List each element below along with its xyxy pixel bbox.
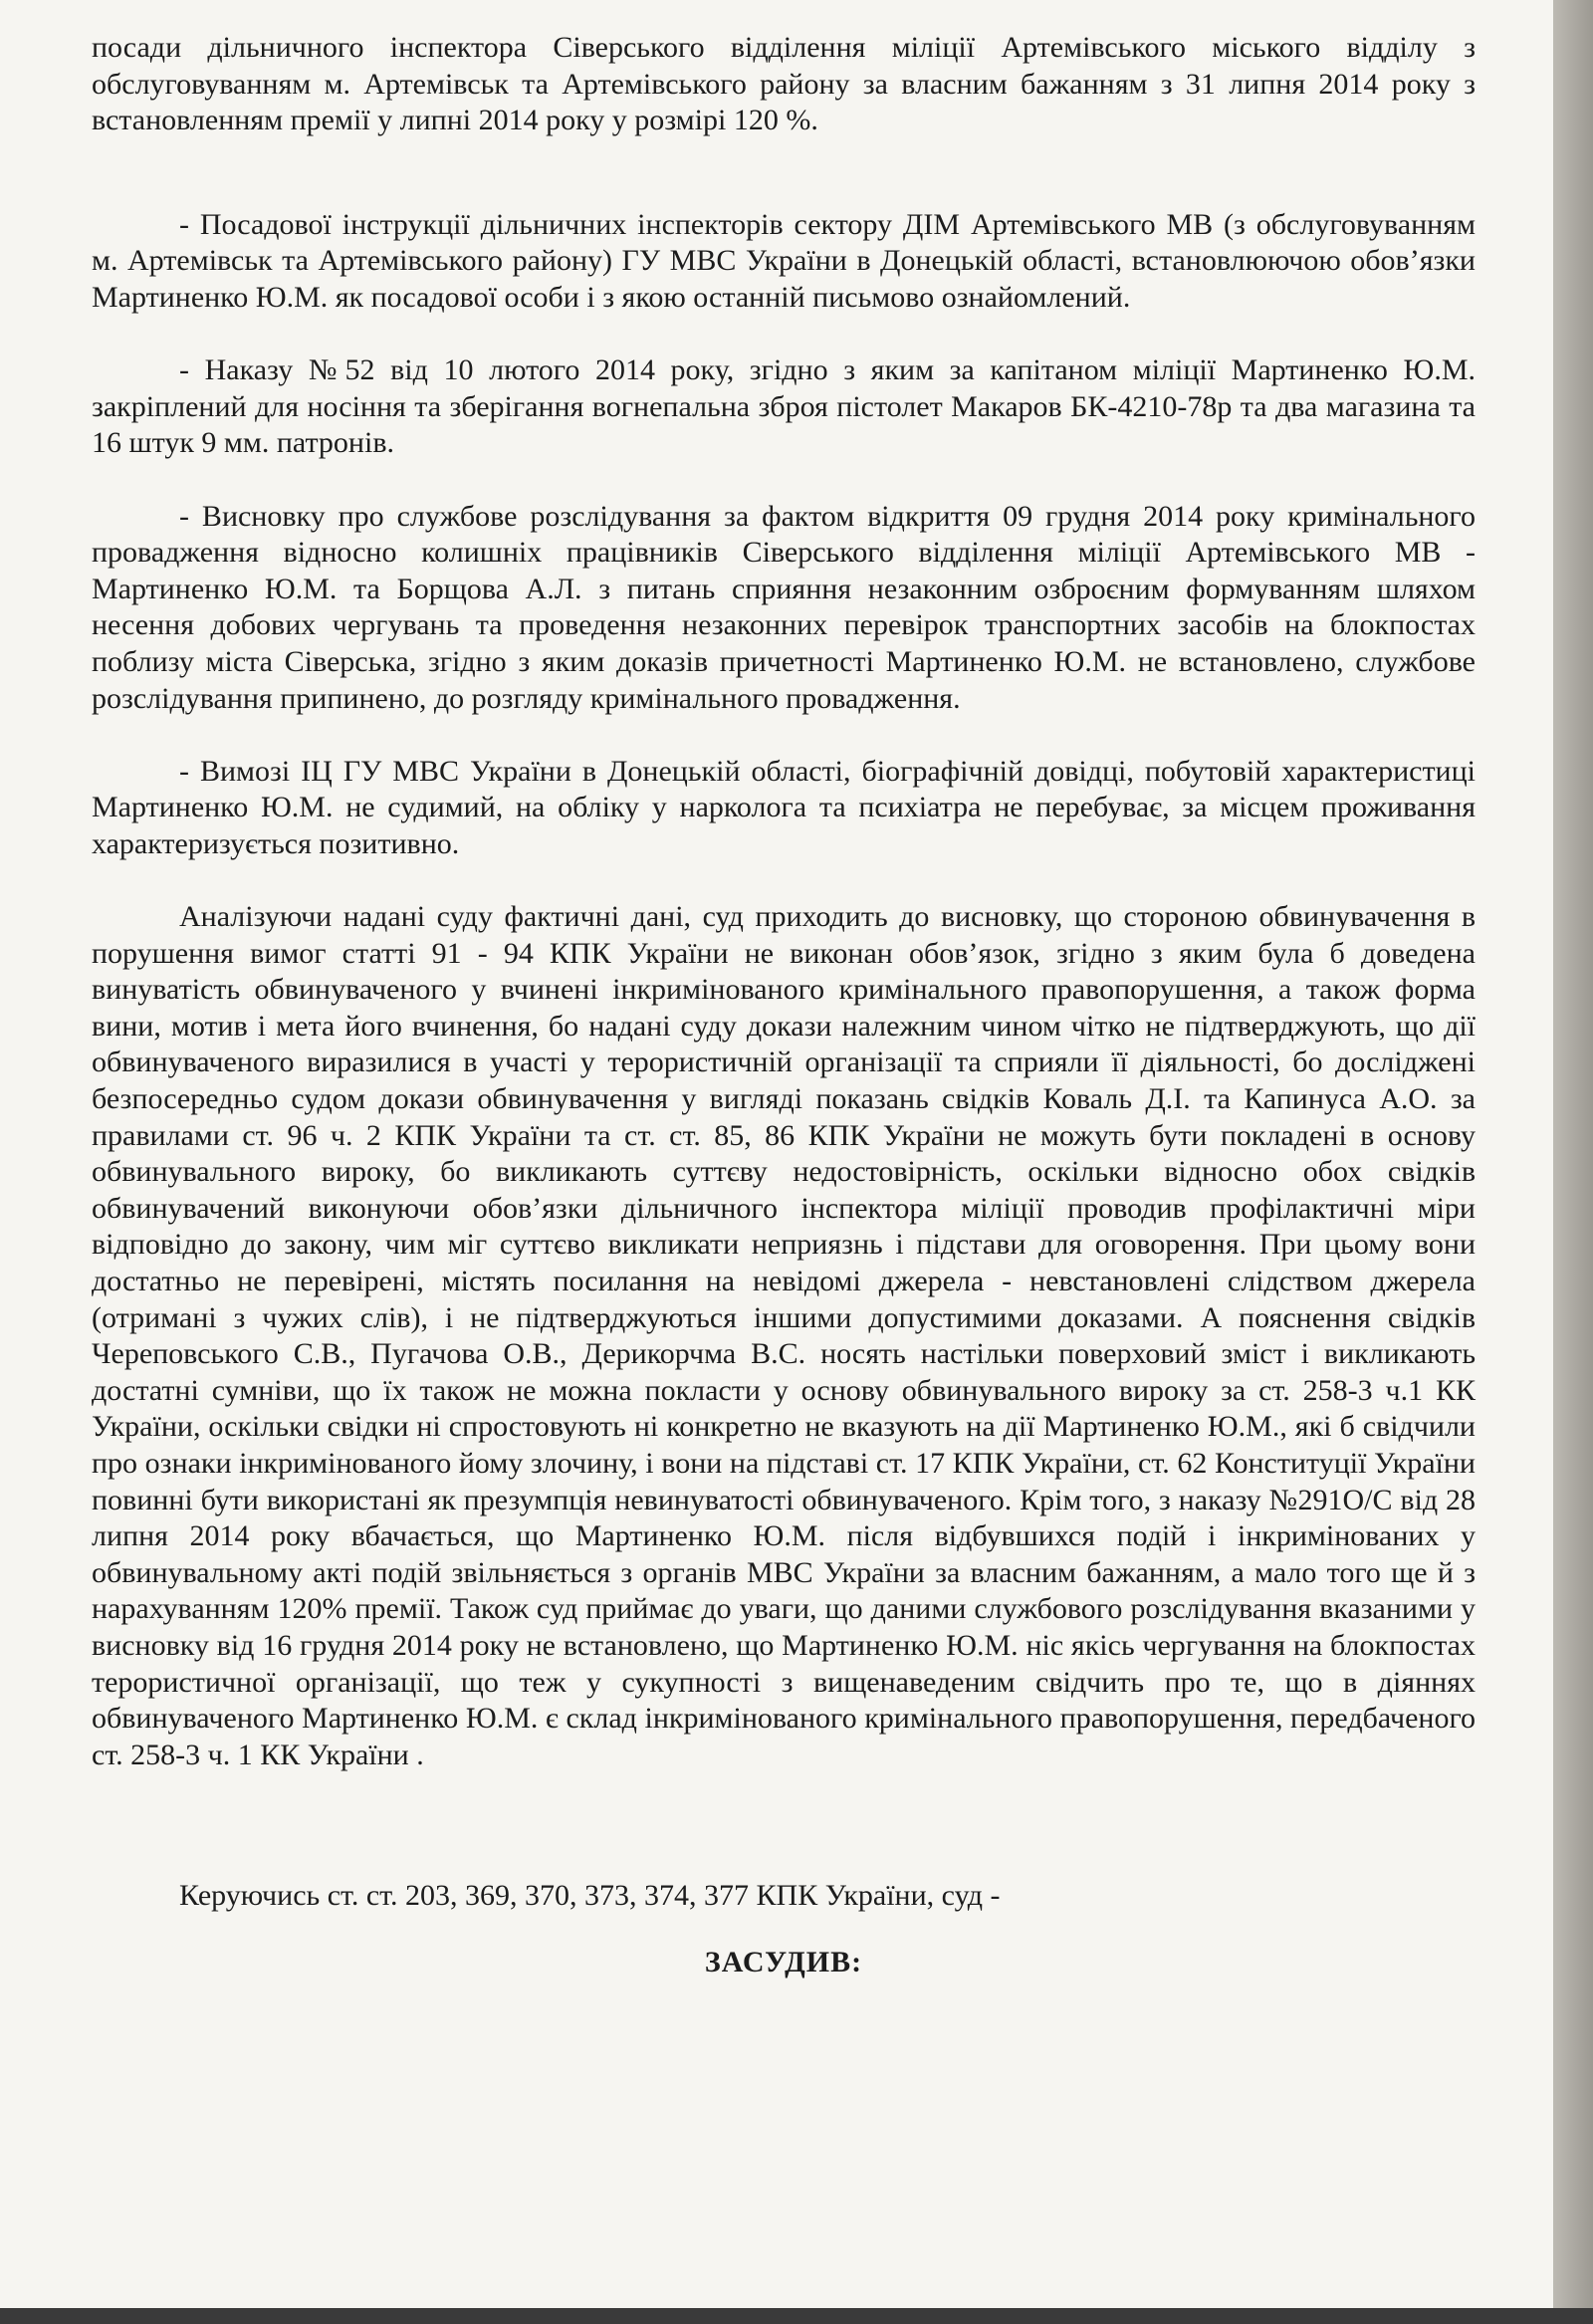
intro-paragraph: посади дільничного інспектора Сіверського відділення міліції Артемівського міського відділу з обслуговуванням м. Артемівськ та Артемівського району за власним бажанням з 31 липня 2014 року з встановленням премії у липні 2014 року у розмірі 120 %. <box>92 31 1476 137</box>
document-body <box>92 30 1476 1980</box>
scan-bottom-edge <box>0 2308 1593 2324</box>
evidence-item-order-52: - Наказу №52 від 10 лютого 2014 року, згідно з яким за капітаном міліції Мартиненко Ю.М. закріплений для носіння та зберігання вогнепальна зброя пістолет Макаров БК-4210-78р та два магазина та 16 штук 9 мм. патронів. <box>92 353 1476 460</box>
evidence-item-investigation: - Висновку про службове розслідування за фактом відкриття 09 грудня 2014 року кримінального провадження відносно колишніх працівників Сіверського відділення міліції Артемівського МВ - Мартиненко Ю.М. та Борщова А.Л. з питань сприяння незаконним озброєним формуванням шляхом несення добових чергувань та проведення незаконних перевірок транспортних засобів на блокпостах поблизу міста Сіверська, згідно з яким доказів причетності Мартиненко Ю.М. не встановлено, службове розслідування припинено, до розгляду кримінального провадження. <box>92 499 1476 715</box>
analysis-paragraph: Аналізуючи надані суду фактичні дані, суд приходить до висновку, що стороною обвинувачення в порушення вимог статті 91 - 94 КПК України не виконан обов’язок, згідно з яким була б доведена винуватість обвинуваченого у вчинені інкримінованого кримінального правопорушення, а також форма вини, мотив і мета його вчинення, бо надані суду докази належним чином чітко не підтверджують, що дії обвинуваченого виразилися в участі у терористичній організації та сприяли її діяльності, бо досліджені безпосередньо судом докази обвинувачення у вигляді показань свідків Коваль Д.І. та Капинуса А.О. за правилами ст. 96 ч. 2 КПК України та ст. ст. 85, 86 КПК України не можуть бути покладені в основу обвинувального вироку, бо викликають суттєву недостовірність, оскільки відносно обох свідків обвинувачений виконуючи обов’язки дільничного інспектора міліції проводив профілактичні міри відповідно до закону, чим міг суттєво викликати неприязнь і підстави для оговорення. При цьому вони достатньо не перевірені, містять посилання на невідомі джерела - невстановлені слідством джерела (отримані з чужих слів), і не підтверджуються іншими допустимими доказами. А пояснення свідків Череповського С.В., Пугачова О.В., Дерикорчма В.С. носять настільки поверховий зміст і викликають достатні сумніви, що їх також не можна покласти у основу обвинувального вироку за ст. 258-3 ч.1 КК України, оскільки свідки ні спростовують ні конкретно не вказують на дії Мартиненко Ю.М., які б свідчили про ознаки інкримінованого йому злочину, і вони на підставі ст. 17 КПК України, ст. 62 Конституції України повинні бути використані як презумпція невинуватості обвинуваченого. Крім того, з наказу №291О/С від 28 липня 2014 року вбачається, що Мартиненко Ю.М. після відбувшихся подій і інкримінованих у обвинувальному акті подій звільняється з органів МВС України за власним бажанням, а мало того ще й з нарахуванням 120% премії. Також суд приймає до уваги, що даними службового розслідування вказаними у висновку від 16 грудня 2014 року не встановлено, що Мартиненко Ю.М. ніс якісь чергування на блокпостах терористичної організації, що теж у сукупності з вищенаведеним свідчить про те, що в діяннях обвинуваченого Мартиненко Ю.М. є склад інкримінованого кримінального правопорушення, передбаченого ст. 258-3 ч. 1 КК України . <box>92 900 1476 1771</box>
scan-right-edge <box>1553 0 1593 2324</box>
guided-by-paragraph: Керуючись ст. ст. 203, 369, 370, 373, 374, 377 КПК України, суд - <box>179 1878 1001 1912</box>
evidence-item-instruction: - Посадової інструкції дільничних інспекторів сектору ДІМ Артемівського МВ (з обслуговуванням м. Артемівськ та Артемівського району) ГУ МВС України в Донецькій області, встановлюючою обов’язки Мартиненко Ю.М. як посадової особи і з якою останній письмово ознайомлений. <box>92 207 1476 314</box>
verdict-heading: ЗАСУДИВ: <box>704 1945 863 1978</box>
evidence-item-character-reference: - Вимозі ІЦ ГУ МВС України в Донецькій області, біографічній довідці, побутовій характеристиці Мартиненко Ю.М. не судимий, на обліку у нарколога та психіатра не перебуває, за місцем проживання характеризується позитивно. <box>92 754 1476 860</box>
